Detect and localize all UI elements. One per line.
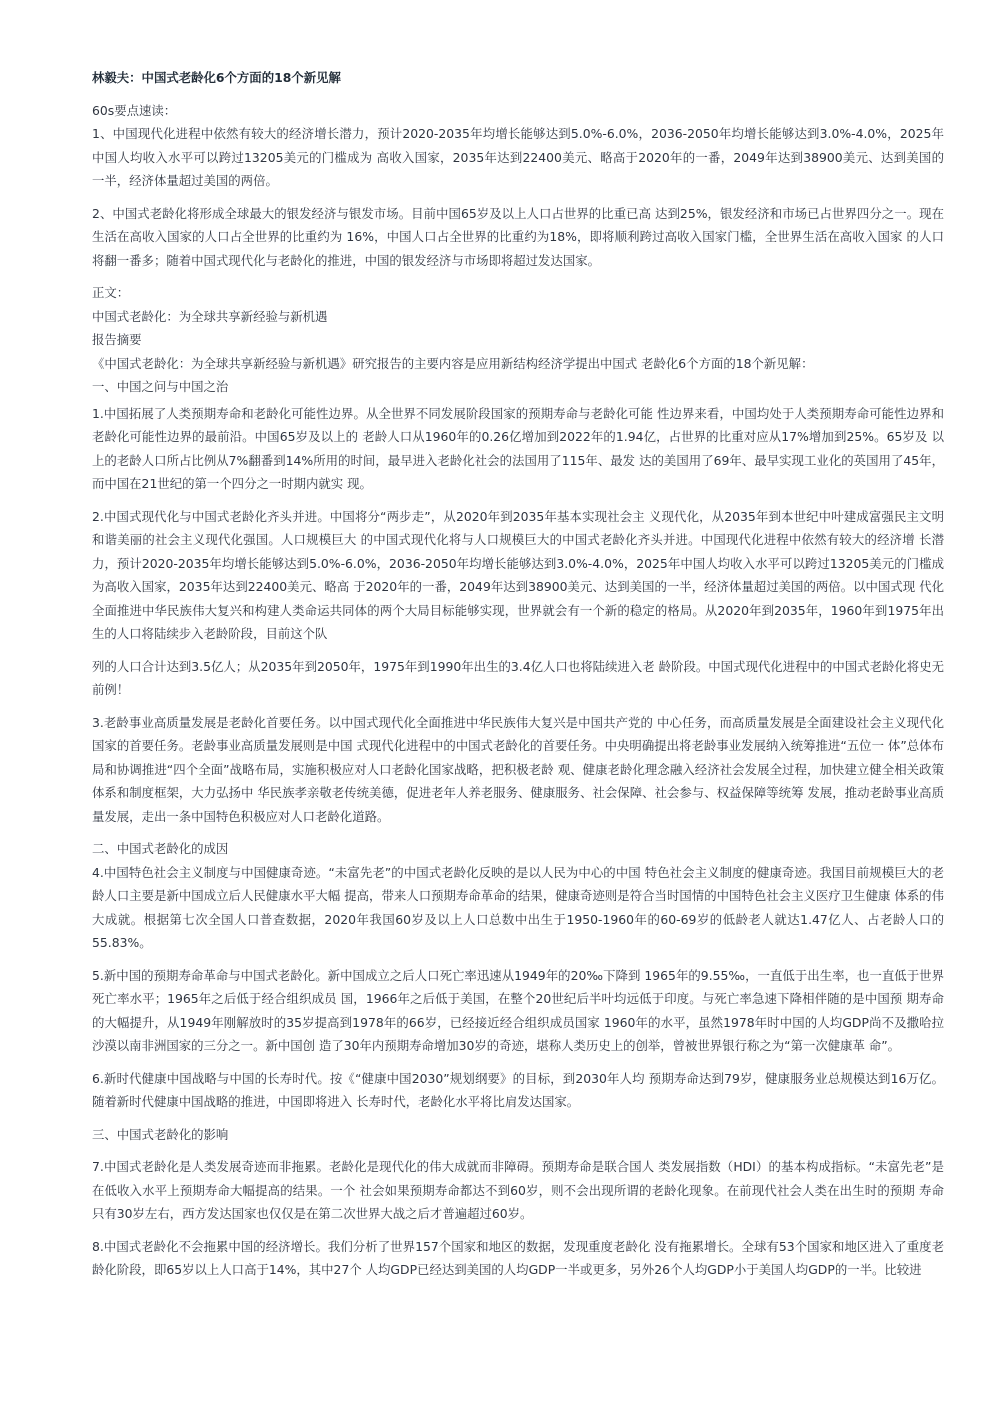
- summary-label: 60s要点速读：: [92, 102, 177, 118]
- document-page: [92, 66, 944, 1291]
- paragraph-2a: 2.中国式现代化与中国式老龄化齐头并进。中国将分“两步走”，从2020年到2035年基本实现社会主 义现代化，从2035年到本世纪中叶建成富强民主文明和谐美丽的社会主义现代化强国。人口规模巨大 的中国式现代化将与人口规模巨大的中国式老龄化齐头并进。中国现代化进程中依然有较大的经济增 长潜力，预计2020-2035年均增长能够达到5.0%-6.0%，2036-2050年均增长能够达到3.0%-4.0%，2025年中国人均收入水平可以跨过13205美元的门槛成为高收入国家，2035年达到22400美元、略高 于2020年的一番，2049年达到38900美元、达到美国的一半，经济体量超过美国的两倍。以中国式现 代化全面推进中华民族伟大复兴和构建人类命运共同体的两个大局目标能够实现，世界就会有一个新的稳定的格局。从2020年到2035年，1960年到1975年出生的人口将陆续步入老龄阶段，目前这个队: [92, 508, 944, 641]
- summary-point-1: 1、中国现代化进程中依然有较大的经济增长潜力，预计2020-2035年均增长能够达到5.0%-6.0%，2036-2050年均增长能够达到3.0%-4.0%，2025年中国人均收入水平可以跨过13205美元的门槛成为 高收入国家，2035年达到22400美元、略高于2020年的一番，2049年达到38900美元、达到美国的 一半，经济体量超过美国的两倍。: [92, 126, 944, 188]
- paragraph-4: 4.中国特色社会主义制度与中国健康奇迹。“未富先老”的中国式老龄化反映的是以人民为中心的中国 特色社会主义制度的健康奇迹。我国目前规模巨大的老龄人口主要是新中国成立后人民健康水平大幅 提高，带来人口预期寿命革命的结果，健康奇迹则是符合当时国情的中国特色社会主义医疗卫生健康 体系的伟大成就。根据第七次全国人口普查数据，2020年我国60岁及以上人口总数中出生于1950-1960年的60-69岁的低龄老人就达1.47亿人、占老龄人口的55.83%。: [92, 864, 944, 950]
- section-heading-1: 一、中国之问与中国之治: [92, 379, 229, 394]
- paragraph-7: 7.中国式老龄化是人类发展奇迹而非拖累。老龄化是现代化的伟大成就而非障碍。预期寿命是联合国人 类发展指数（HDI）的基本构成指标。“未富先老”是在低收入水平上预期寿命大幅提高的结果。一个 社会如果预期寿命都达不到60岁，则不会出现所谓的老龄化现象。在前现代社会人类在出生时的预期 寿命只有30岁左右，西方发达国家也仅仅是在第二次世界大战之后才普遍超过60岁。: [92, 1159, 944, 1221]
- section-heading-3: 三、中国式老龄化的影响: [92, 1126, 229, 1142]
- summary-point-2: 2、中国式老龄化将形成全球最大的银发经济与银发市场。目前中国65岁及以上人口占世界的比重已高 达到25%，银发经济和市场已占世界四分之一。现在生活在高收入国家的人口占全世界的比重约为 16%，中国人口占全世界的比重约为18%，即将顺利跨过高收入国家门槛，全世界生活在高收入国家 的人口将翻一番多；随着中国式现代化与老龄化的推进，中国的银发经济与市场即将超过发达国家。: [92, 205, 944, 268]
- report-title: 中国式老龄化：为全球共享新经验与新机遇: [92, 308, 328, 324]
- article-title: 林毅夫：中国式老龄化6个方面的18个新见解: [92, 70, 341, 85]
- paragraph-2b: 列的人口合计达到3.5亿人；从2035年到2050年，1975年到1990年出生的3.4亿人口也将陆续进入老 龄阶段。中国式现代化进程中的中国式老龄化将史无前例！: [92, 658, 944, 697]
- paragraph-5: 5.新中国的预期寿命革命与中国式老龄化。新中国成立之后人口死亡率迅速从1949年的20‰下降到 1965年的9.55‰，一直低于出生率，也一直低于世界死亡率水平；1965年之后低于经合组织成员 国，1966年之后低于美国，在整个20世纪后半叶均远低于印度。与死亡率急速下降相伴随的是中国预 期寿命的大幅提升，从1949年刚解放时的35岁提高到1978年的66岁，已经接近经合组织成员国家 1960年的水平，虽然1978年时中国的人均GDP尚不及撒哈拉沙漠以南非洲国家的三分之一。新中国创 造了30年内预期寿命增加30岁的奇迹，堪称人类历史上的创举，曾被世界银行称之为“第一次健康革 命”。: [92, 967, 944, 1053]
- abstract-label: 报告摘要: [92, 332, 142, 347]
- paragraph-8: 8.中国式老龄化不会拖累中国的经济增长。我们分析了世界157个国家和地区的数据，发现重度老龄化 没有拖累增长。全球有53个国家和地区进入了重度老龄化阶段，即65岁以上人口高于14%，其中27个 人均GDP已经达到美国的人均GDP一半或更多，另外26个人均GDP小于美国人均GDP的一半。比较进: [92, 1238, 944, 1277]
- abstract-intro: 《中国式老龄化：为全球共享新经验与新机遇》研究报告的主要内容是应用新结构经济学提出中国式 老龄化6个方面的18个新见解：: [92, 355, 814, 371]
- paragraph-3: 3.老龄事业高质量发展是老龄化首要任务。以中国式现代化全面推进中华民族伟大复兴是中国共产党的 中心任务，而高质量发展是全面建设社会主义现代化国家的首要任务。老龄事业高质量发展则是中国 式现代化进程中的中国式老龄化的首要任务。中央明确提出将老龄事业发展纳入统筹推进“五位一 体”总体布局和协调推进“四个全面”战略布局，实施积极应对人口老龄化国家战略，把积极老龄 观、健康老龄化理念融入经济社会发展全过程，加快建立健全相关政策体系和制度框架，大力弘扬中 华民族孝亲敬老传统美德，促进老年人养老服务、健康服务、社会保障、社会参与、权益保障等统筹 发展，推动老龄事业高质量发展，走出一条中国特色积极应对人口老龄化道路。: [92, 714, 944, 824]
- section-heading-2: 二、中国式老龄化的成因: [92, 841, 229, 856]
- body-label: 正文：: [92, 285, 130, 300]
- paragraph-6: 6.新时代健康中国战略与中国的长寿时代。按《“健康中国2030”规划纲要》的目标，到2030年人均 预期寿命达到79岁，健康服务业总规模达到16万亿。随着新时代健康中国战略的推进，中国即将进入 长寿时代，老龄化水平将比肩发达国家。: [92, 1070, 944, 1109]
- paragraph-1: 1.中国拓展了人类预期寿命和老龄化可能性边界。从全世界不同发展阶段国家的预期寿命与老龄化可能 性边界来看，中国均处于人类预期寿命可能性边界和老龄化可能性边界的最前沿。中国65岁及以上的 老龄人口从1960年的0.26亿增加到2022年的1.94亿，占世界的比重对应从17%增加到25%。65岁及 以上的老龄人口所占比例从7%翻番到14%所用的时间，最早进入老龄化社会的法国用了115年、最发 达的美国用了69年、最早实现工业化的英国用了45年，而中国在21世纪的第一个四分之一时期内就实 现。: [92, 405, 944, 491]
